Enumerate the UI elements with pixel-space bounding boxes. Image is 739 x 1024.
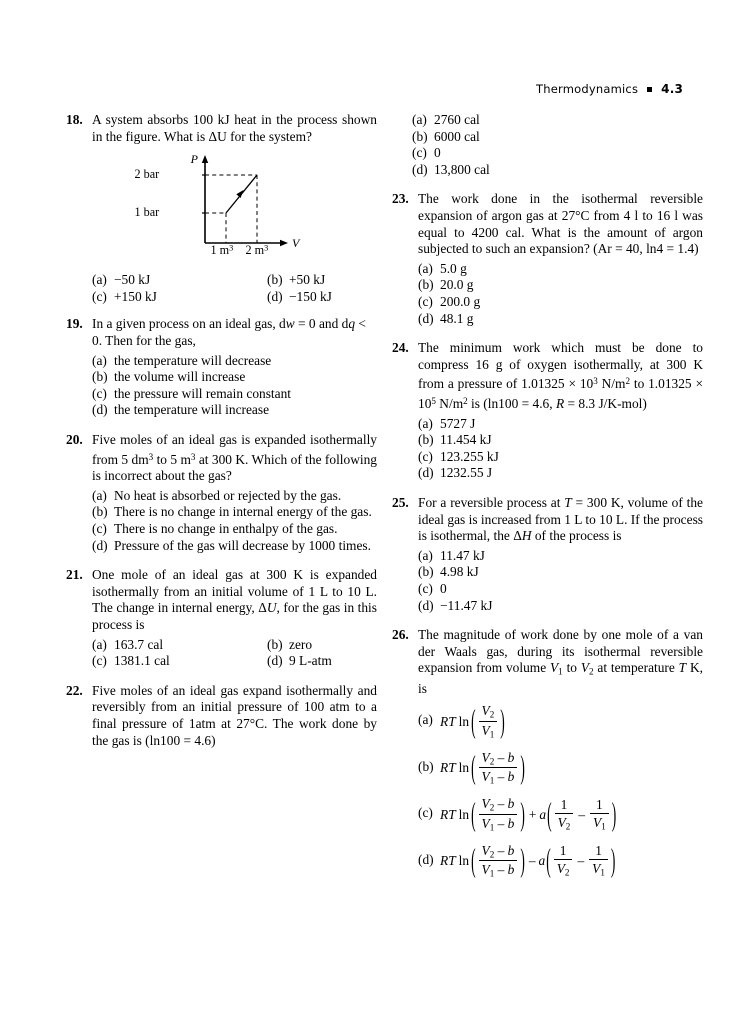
option-label: (a) [92, 636, 107, 652]
option-label: (b) [267, 636, 283, 652]
option-label: (a) [418, 260, 433, 276]
math-option-b[interactable] [418, 750, 703, 786]
option-text: 6000 cal [434, 128, 480, 144]
option-b[interactable] [92, 504, 377, 521]
option-b[interactable] [92, 369, 377, 386]
option-a[interactable] [92, 488, 377, 505]
pv-diagram [134, 151, 310, 264]
question-25 [392, 495, 703, 614]
option-label: (b) [418, 758, 434, 774]
option-text: 123.255 kJ [440, 448, 499, 464]
square-bullet-icon [647, 87, 652, 92]
math-formula-b: R T ln ( $\frac{V2 - b}{V1 - b}$ ) [440, 748, 525, 786]
option-text: zero [289, 636, 313, 652]
options-list [418, 261, 703, 327]
svg-text:V: V [291, 236, 299, 251]
question-24 [392, 340, 703, 482]
option-label: (a) [418, 547, 433, 563]
option-text: No heat is absorbed or rejected by the gas. [114, 487, 342, 503]
option-label: (b) [92, 369, 108, 385]
question-text: Five moles of an ideal gas expand isothermally and reversibly from an initial pressure of 100 atm to a final pressure of 1atm at 27°C. The work done by the gas is (ln100 = 4.6) [92, 682, 377, 748]
option-c[interactable] [92, 289, 267, 306]
x-tick-label-2m3: 2 $m^3$ [245, 243, 269, 258]
option-label: (a) [92, 272, 107, 288]
question-26 [392, 627, 703, 879]
y-tick-label-2bar: 2 bar [134, 167, 160, 182]
option-label: (b) [267, 272, 283, 288]
left-column [66, 112, 377, 760]
option-label: (b) [418, 277, 434, 293]
option-text: There is no change in enthalpy of the gas. [114, 521, 338, 536]
question-20 [66, 432, 377, 554]
option-text: the pressure will remain constant [114, 385, 292, 401]
question-21 [66, 567, 377, 670]
option-b[interactable] [267, 637, 377, 654]
options-list [418, 416, 703, 482]
option-label: (d) [92, 402, 108, 418]
question-22-options-continued [392, 112, 703, 178]
y-tick-label-1bar: 1 bar [134, 205, 160, 220]
option-label: (b) [418, 564, 434, 580]
option-text: 0 [434, 145, 441, 161]
option-a[interactable] [92, 637, 267, 654]
chapter-title: Thermodynamics [536, 82, 639, 96]
option-text: 163.7 cal [114, 636, 164, 652]
option-label: (a) [92, 487, 107, 503]
option-label: (c) [92, 653, 107, 669]
option-label: (d) [267, 288, 283, 304]
options-list [92, 637, 377, 670]
question-text: For a reversible process at T = 300 K, volume of the ideal gas is increased from 1 L to 10 L. If the process is isothermal, the ΔH of the process is [418, 495, 704, 544]
option-b[interactable] [418, 564, 703, 581]
question-text: The work done in the isothermal reversible expansion of argon gas at 27°C from 4 l to 16 l was equal to 4200 cal. What is the amount of argon subjected to such an expansion? (Ar = 40, ln4 = 1.4) [418, 191, 703, 257]
svg-text:P: P [190, 151, 198, 166]
options-list [92, 272, 377, 305]
option-label: (c) [418, 581, 433, 597]
question-number: 19. [66, 316, 83, 332]
option-a[interactable] [92, 272, 267, 289]
x-tick-label-1m3: 1 $m^3$ [210, 243, 234, 258]
option-text: the temperature will decrease [114, 352, 272, 368]
option-text: 200.0 g [440, 293, 481, 309]
option-text: 9 L-atm [289, 653, 332, 669]
option-d[interactable] [418, 465, 703, 482]
option-text: 4.98 kJ [440, 564, 479, 580]
option-text: 1381.1 cal [114, 653, 170, 669]
question-text: The magnitude of work done by one mole of a van der Waals gas, during its isothermal reversible expansion from volume V1 to V2 at temperature T K, is [418, 627, 703, 696]
option-c[interactable] [412, 145, 703, 162]
option-label: (d) [412, 161, 428, 177]
option-c[interactable] [418, 581, 703, 598]
option-d[interactable] [92, 402, 377, 419]
question-text: A system absorbs 100 kJ heat in the process shown in the figure. What is ΔU for the system? [92, 112, 377, 144]
question-number: 24. [392, 340, 409, 356]
option-text: Pressure of the gas will decrease by 1000 times. [114, 537, 371, 553]
question-19 [66, 316, 377, 419]
option-b[interactable] [267, 272, 377, 289]
question-number: 26. [392, 627, 409, 643]
question-23 [392, 191, 703, 327]
math-option-c[interactable] [418, 796, 703, 832]
option-d[interactable] [418, 598, 703, 615]
option-text: −11.47 kJ [440, 597, 493, 613]
option-label: (c) [92, 521, 107, 536]
option-label: (b) [412, 128, 428, 144]
option-label: (d) [418, 597, 434, 613]
math-option-d[interactable] [418, 843, 703, 879]
option-d[interactable] [267, 653, 377, 670]
question-text: In a given process on an ideal gas, dw = 0 and dq < 0. Then for the gas, [92, 316, 366, 348]
option-text: 5.0 g [440, 260, 467, 276]
option-b[interactable] [418, 432, 703, 449]
pv-diagram-figure-wrapper [92, 151, 377, 264]
option-text: 5727 J [440, 415, 476, 431]
option-d[interactable] [418, 311, 703, 328]
math-formula-c: R T ln ( $\frac{V2 - b}{V1 - b}$ ) + a ( $\frac{1}{V2}$ – $\frac{1}{V1}$ ) [440, 795, 617, 833]
option-a[interactable] [418, 416, 703, 433]
options-list [92, 488, 377, 554]
math-options-list [418, 703, 703, 879]
option-c[interactable] [418, 294, 703, 311]
option-label: (c) [418, 448, 433, 464]
option-a[interactable] [418, 548, 703, 565]
question-number: 22. [66, 682, 83, 698]
option-text: 11.454 kJ [440, 432, 492, 448]
option-c[interactable] [92, 521, 377, 538]
option-d[interactable] [92, 538, 377, 555]
question-text: Five moles of an ideal gas is expanded isothermally from 5 $dm^3$ to 5 $m^3$ at 300 K. Which of the following is incorrect about the gas? [92, 431, 377, 484]
option-text: +150 kJ [114, 288, 157, 304]
option-text: There is no change in internal energy of the gas. [114, 504, 372, 520]
option-label: (c) [412, 145, 427, 161]
option-label: (d) [418, 465, 434, 481]
question-text: The minimum work which must be done to compress 16 g of oxygen isothermally, at 300 K from a pressure of $1.01325 \times 10^3$ $N/m^2$ to $1.01325 \times 10^5$ $N/m^2$ is (ln100 = 4.6, R = 8.3 J/K-mol) [418, 340, 704, 412]
option-label: (b) [418, 432, 434, 448]
option-a[interactable] [412, 112, 703, 129]
question-text: One mole of an ideal gas at 300 K is expanded isothermally from an initial volume of 1 L to 10 L. The change in internal energy, ΔU, for the gas in this process is [92, 567, 377, 632]
page-number: 4.3 [661, 82, 683, 96]
option-a[interactable] [92, 353, 377, 370]
option-text: 13,800 cal [434, 161, 490, 177]
option-label: (a) [418, 415, 433, 431]
question-18 [66, 112, 377, 305]
option-label: (a) [92, 352, 107, 368]
option-b[interactable] [418, 277, 703, 294]
option-text: the temperature will increase [114, 402, 270, 418]
math-formula-d: R T ln ( $\frac{V2 - b}{V1 - b}$ ) – a ( $\frac{1}{V2}$ – $\frac{1}{V1}$ ) [440, 841, 616, 879]
option-label: (b) [92, 504, 108, 520]
option-label: (c) [92, 385, 107, 401]
math-option-a[interactable] [418, 703, 703, 739]
option-b[interactable] [412, 129, 703, 146]
option-c[interactable] [92, 653, 267, 670]
option-text: 48.1 g [440, 310, 474, 326]
running-head [536, 82, 683, 96]
math-formula-a: R T ln ( $\frac{V2}{V1}$ ) [440, 702, 505, 740]
option-label: (c) [418, 293, 433, 309]
option-text: 0 [440, 581, 447, 597]
option-d[interactable] [267, 289, 377, 306]
option-text: −50 kJ [114, 272, 151, 288]
option-label: (d) [418, 310, 434, 326]
option-label: (c) [92, 288, 107, 304]
option-text: 20.0 g [440, 277, 474, 293]
question-22 [66, 683, 377, 749]
question-number: 21. [66, 567, 83, 583]
question-number: 20. [66, 431, 83, 447]
option-text: 11.47 kJ [440, 547, 485, 563]
option-text: −150 kJ [289, 288, 332, 304]
question-number: 18. [66, 112, 83, 127]
option-a[interactable] [418, 261, 703, 278]
option-label: (a) [412, 112, 427, 127]
option-c[interactable] [418, 449, 703, 466]
option-text: 2760 cal [434, 112, 480, 127]
question-number: 25. [392, 495, 409, 511]
option-text: +50 kJ [289, 272, 326, 288]
option-c[interactable] [92, 386, 377, 403]
options-list [92, 353, 377, 419]
option-text: 1232.55 J [440, 465, 493, 481]
option-label: (d) [418, 851, 434, 867]
option-d[interactable] [412, 162, 703, 179]
right-column [392, 112, 703, 890]
option-text: the volume will increase [114, 369, 246, 385]
option-label: (c) [418, 805, 433, 821]
option-label: (a) [418, 712, 433, 728]
option-label: (d) [92, 537, 108, 553]
options-list [418, 548, 703, 614]
question-number: 23. [392, 191, 409, 207]
option-label: (d) [267, 653, 283, 669]
pv-diagram-svg [160, 151, 310, 259]
